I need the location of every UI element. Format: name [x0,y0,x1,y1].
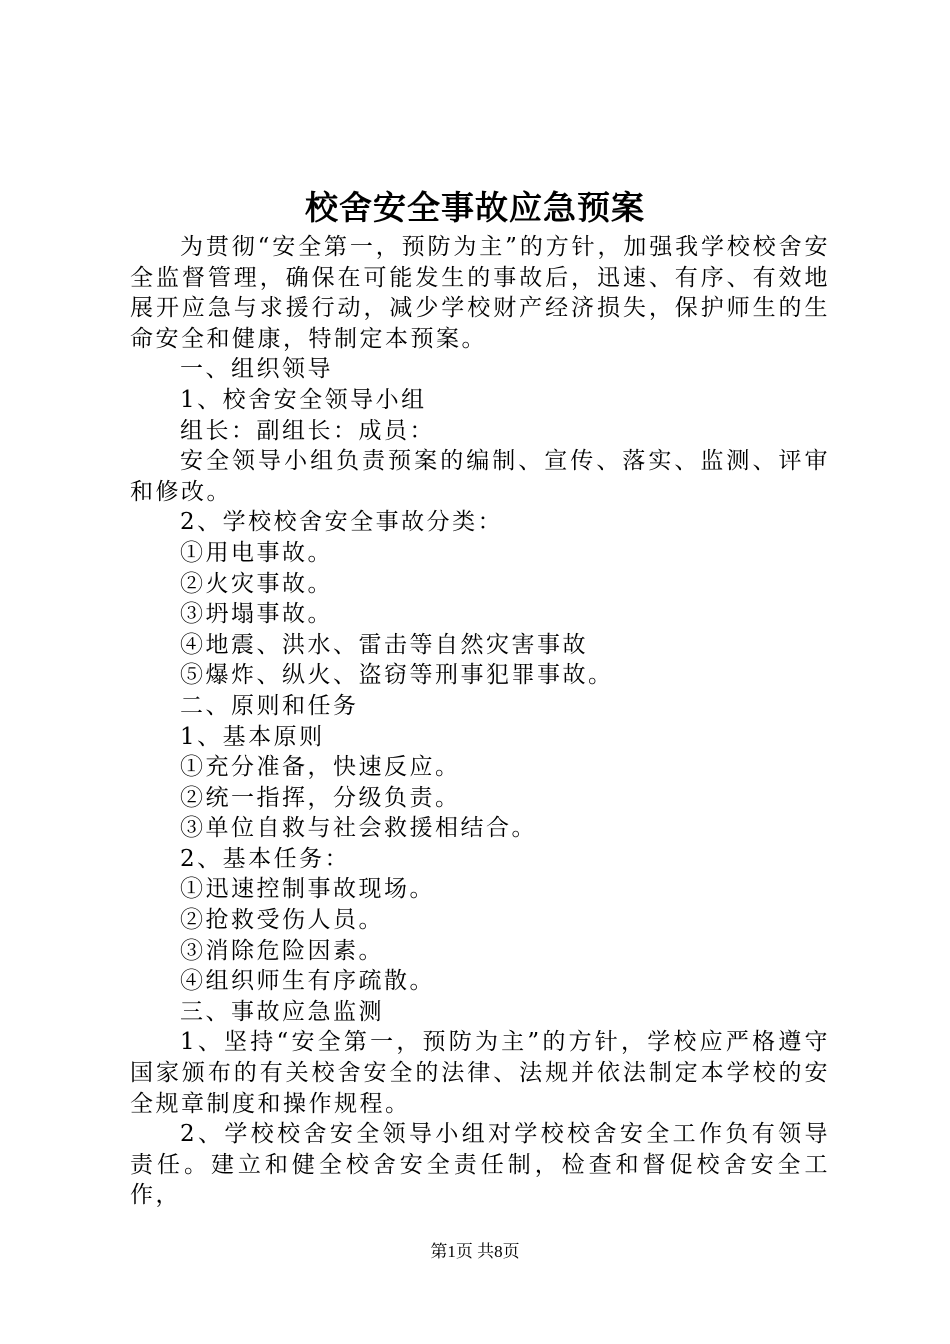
list-item: ①充分准备，快速反应。 [180,754,461,781]
paragraph: 安全领导小组负责预案的编制、宣传、落实、监测、评审和修改。 [130,448,830,505]
document-body [130,232,830,1211]
paragraph: 1、坚持“安全第一，预防为主”的方针，学校应严格遵守国家颁布的有关校舍安全的法律、法规并依法制定本学校的安全规章制度和操作规程。 [130,1029,830,1117]
page-footer: 第1页 共8页 [430,1242,520,1261]
section-heading: 二、原则和任务 [180,692,359,719]
paragraph: 2、学校校舍安全领导小组对学校校舍安全工作负有领导责任。建立和健全校舍安全责任制，检查和督促校舍安全工作， [130,1121,830,1209]
list-item: ①用电事故。 [180,539,333,566]
list-item: ①迅速控制事故现场。 [180,876,435,903]
list-item: ⑤爆炸、纵火、盗窃等刑事犯罪事故。 [180,662,614,689]
list-item: ③坍塌事故。 [180,601,333,628]
subsection-heading: 2、基本任务： [180,845,351,872]
list-item: ④地震、洪水、雷击等自然灾害事故 [180,631,588,658]
paragraph-intro: 为贯彻“安全第一，预防为主”的方针，加强我学校校舍安全监督管理，确保在可能发生的事故后，迅速、有序、有效地展开应急与求援行动，减少学校财产经济损失，保护师生的生命安全和健康，特制定本预案。 [130,234,830,352]
list-item: ②火灾事故。 [180,570,333,597]
subsection-heading: 1、基本原则 [180,723,325,750]
subsection-heading: 1、校舍安全领导小组 [180,386,427,413]
list-item: ③单位自救与社会救援相结合。 [180,815,537,842]
list-item: ②抢救受伤人员。 [180,907,384,934]
list-item: ③消除危险因素。 [180,937,384,964]
section-heading: 一、组织领导 [180,356,333,383]
list-item: ②统一指挥，分级负责。 [180,784,461,811]
subsection-heading: 2、学校校舍安全事故分类： [180,509,504,536]
paragraph: 组长：副组长：成员： [180,417,435,444]
document-title: 校舍安全事故应急预案 [305,188,645,227]
section-heading: 三、事故应急监测 [180,998,384,1025]
list-item: ④组织师生有序疏散。 [180,968,435,995]
